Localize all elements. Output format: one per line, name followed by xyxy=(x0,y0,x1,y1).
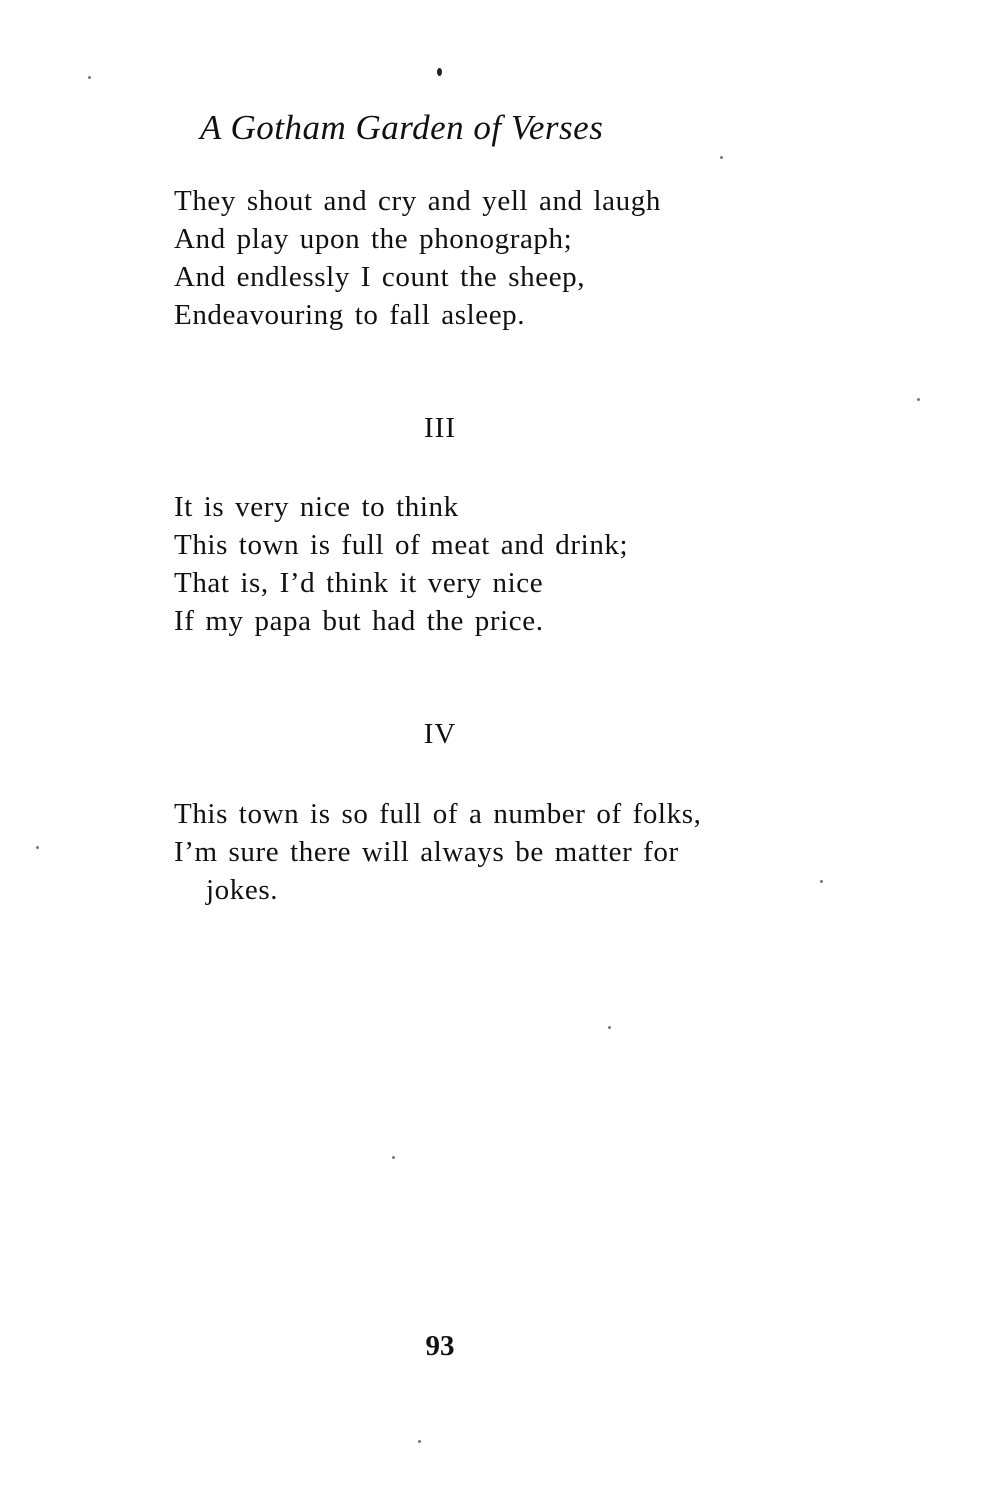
ink-speck xyxy=(36,846,39,849)
verse-line: Endeavouring to fall asleep. xyxy=(174,299,526,331)
running-head: A Gotham Garden of Verses xyxy=(200,108,604,147)
verse-line: This town is full of meat and drink; xyxy=(174,529,629,561)
ink-speck xyxy=(820,880,823,883)
ink-speck xyxy=(392,1156,395,1159)
ink-speck xyxy=(917,398,920,401)
ink-speck xyxy=(88,76,91,79)
verse-line: That is, I’d think it very nice xyxy=(174,567,544,599)
section-numeral-iv: IV xyxy=(423,718,457,750)
section-numeral-iii: III xyxy=(424,412,456,444)
verse-line-continuation: jokes. xyxy=(206,874,279,906)
stanza-3 xyxy=(174,795,701,909)
verse-line: It is very nice to think xyxy=(174,491,459,523)
ink-speck xyxy=(437,68,442,76)
ink-speck xyxy=(720,156,723,159)
ink-speck xyxy=(608,1026,611,1029)
stanza-2 xyxy=(174,488,628,640)
page-number: 93 xyxy=(425,1330,455,1362)
verse-line: And play upon the phonograph; xyxy=(174,223,573,255)
verse-line: And endlessly I count the sheep, xyxy=(174,261,586,293)
verse-line: If my papa but had the price. xyxy=(174,605,544,637)
stanza-1 xyxy=(174,182,661,334)
verse-line: They shout and cry and yell and laugh xyxy=(174,185,661,217)
verse-line: This town is so full of a number of folks, xyxy=(174,798,702,830)
verse-line: I’m sure there will always be matter for xyxy=(174,836,679,868)
ink-speck xyxy=(418,1440,421,1443)
